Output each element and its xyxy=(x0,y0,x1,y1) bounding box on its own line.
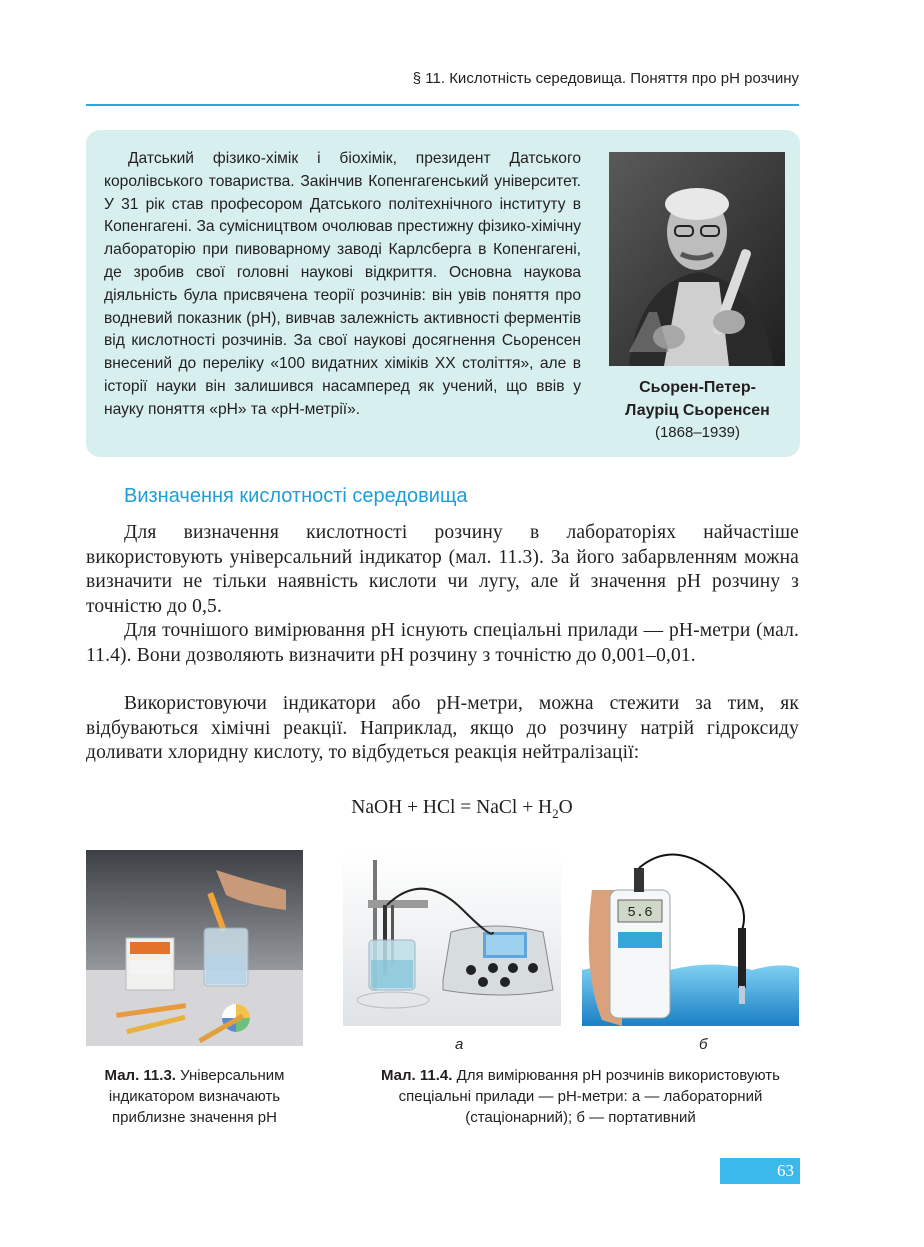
figure-lab-ph-meter xyxy=(343,850,561,1026)
meter-display-value: 5.6 xyxy=(627,905,653,921)
subfigure-label-b: б xyxy=(699,1036,708,1053)
portrait-name-line1: Сьорен-Петер- xyxy=(639,379,756,396)
caption-text: Універсальним індикатором визначають приблизне значення рН xyxy=(108,1067,285,1126)
caption-label: Мал. 11.4. xyxy=(381,1067,453,1084)
figure-portable-ph-meter xyxy=(582,850,799,1026)
chemical-equation xyxy=(0,797,924,822)
header-rule xyxy=(86,104,799,106)
subfigure-label-a: а xyxy=(455,1036,464,1053)
biography-text: Датський фізико-хімік і біохімік, президент Датського королівського товариства. Закінчив Копенгагенський університет. У 31 рік став професором Датського політехнічного інституту в Копенгагені. За сумісництвом очолював престижну фізико-хімічну лабораторію при пивоварному заводі Карлсберга в Копенгагені, де зробив свої головні наукові відкриття. Основна наукова діяльність була присвячена теорії розчинів: він увів поняття про водневий показник (рН), вивчав залежність активності ферментів від кислотності розчинів. За свої наукові досягнення Сьоренсен внесений до переліку «100 видатних хіміків XX століття», але в історії науки він залишився насамперед як учений, що ввів у науку поняття «рН» та «рН-метрії». xyxy=(104,150,581,418)
equation-left: NaOH + HCl = NaCl + H xyxy=(351,797,553,818)
figure-caption-11-3 xyxy=(86,1065,303,1128)
section-title: Визначення кислотності середовища xyxy=(124,485,468,507)
figure-caption-11-4 xyxy=(362,1065,799,1128)
portrait-caption-years: (1868–1939) xyxy=(654,424,741,441)
paragraph-2: Для точнішого вимірювання рН існують спеціальні прилади — рН-метри (мал. 11.4). Вони дозволяють визначити рН розчину з точністю до 0,001–0,01. xyxy=(86,620,799,666)
caption-label: Мал. 11.3. xyxy=(104,1067,176,1084)
page-number: 63 xyxy=(720,1158,800,1184)
portrait-photo xyxy=(609,152,785,366)
equation-right: O xyxy=(558,797,573,818)
equation-subscript: 2 xyxy=(552,805,559,821)
paragraph-3: Використовуючи індикатори або рН-метри, можна стежити за тим, як відбуваються хімічні реакції. Наприклад, якщо до розчину натрій гідроксиду доливати хлоридну кислоту, то відбудеться реакція нейтралізації: xyxy=(86,693,799,763)
caption-text: Для вимірювання рН розчинів використовують спеціальні прилади — рН-метри: а — лабораторний (стаціонарний); б — портативний xyxy=(398,1067,780,1126)
paragraph-1: Для визначення кислотності розчину в лабораторіях найчастіше використовують універсальний індикатор (мал. 11.3). За його забарвленням можна визначити не тільки наявність кислоти чи лугу, але й значення рН розчину з точністю до 0,5. xyxy=(86,522,799,617)
portrait-name-line2: Лауріц Сьоренсен xyxy=(625,402,770,419)
running-header: § 11. Кислотність середовища. Поняття про рН розчину xyxy=(412,70,799,87)
portrait-caption-name xyxy=(600,376,795,422)
figure-indicator-photo xyxy=(86,850,303,1046)
